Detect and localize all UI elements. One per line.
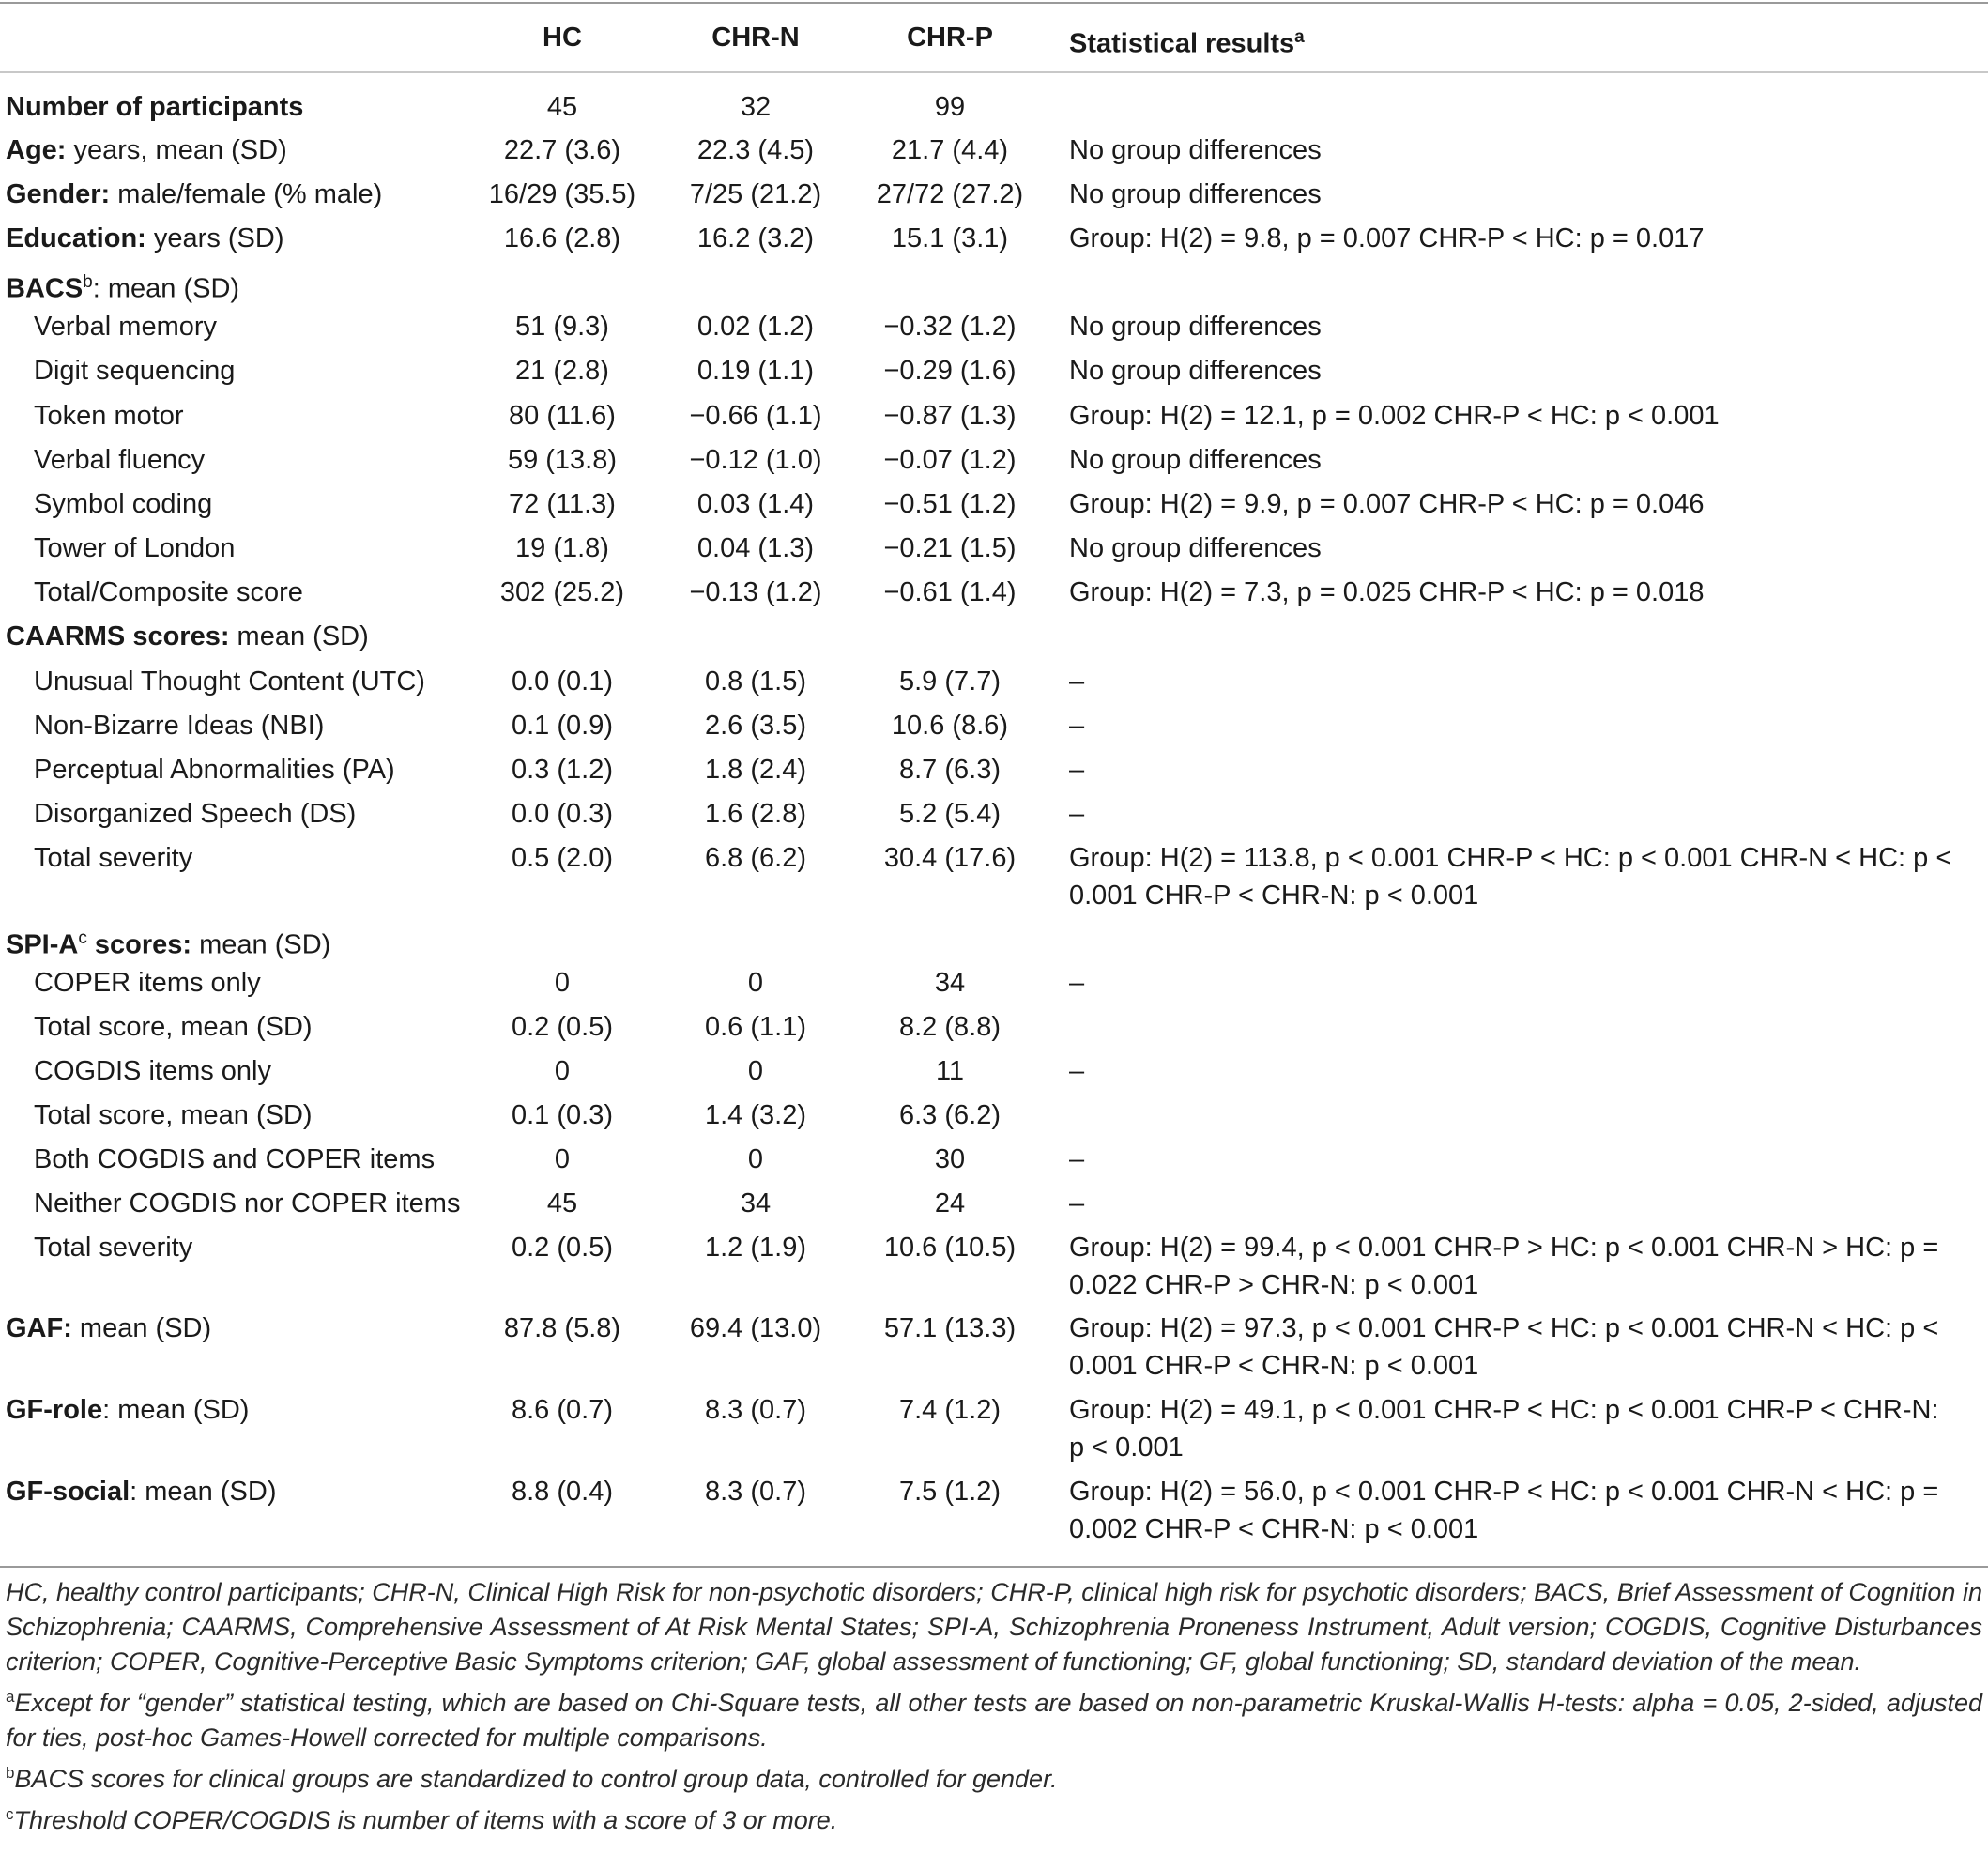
row-label (34, 839, 192, 877)
cell-hc: 0.2 (0.5) (512, 1233, 613, 1263)
row-label-text: male/female (% male) (110, 179, 383, 209)
cell-chr-p: 57.1 (13.3) (883, 1313, 1017, 1343)
row-label (6, 176, 382, 213)
row-label-text: Verbal fluency (34, 445, 206, 475)
cell-statistical-results: Group: H(2) = 12.1, p = 0.002 CHR-P < HC: p < 0.001 (1069, 401, 1720, 431)
cell-chr-n: 32 (740, 92, 772, 122)
row-label (34, 1185, 460, 1222)
cell-statistical-results: – (1069, 1144, 1085, 1174)
cell-hc: 0.2 (0.5) (512, 1012, 613, 1042)
cell-statistical-results: No group differences (1069, 135, 1322, 165)
row-label-text: mean (SD) (191, 929, 331, 960)
cell-chr-p: 7.4 (1.2) (899, 1395, 1001, 1425)
row-label (34, 441, 205, 479)
cell-statistical-results: Group: H(2) = 9.9, p = 0.007 CHR-P < HC: p = 0.046 (1069, 489, 1705, 519)
row-label (6, 1391, 249, 1429)
row-label-text: Disorganized Speech (DS) (34, 799, 357, 829)
row-label (34, 707, 324, 744)
cell-hc: 0 (554, 1144, 571, 1174)
cell-chr-p: −0.32 (1.2) (883, 312, 1017, 342)
row-label-footnote-mark: c (78, 928, 87, 948)
row-label-text: Neither COGDIS nor COPER items (34, 1188, 461, 1218)
cell-chr-n: 7/25 (21.2) (689, 179, 822, 209)
footnote-b (6, 1755, 1982, 1797)
row-label-text: Total score, mean (SD) (34, 1012, 313, 1042)
cell-chr-p: −0.29 (1.6) (883, 356, 1017, 386)
cell-hc: 22.7 (3.6) (503, 135, 621, 165)
header-statistical-results (1069, 19, 1305, 63)
row-label-text: Tower of London (34, 533, 236, 563)
row-label-bold: GF-social (6, 1477, 130, 1507)
row-label (34, 1229, 192, 1266)
row-label (34, 1008, 313, 1046)
row-label-text: Verbal memory (34, 312, 218, 342)
row-label (6, 618, 369, 655)
cell-chr-n: 1.4 (3.2) (705, 1100, 806, 1130)
footnote-c-text: Threshold COPER/COGDIS is number of items with a score of 3 or more. (13, 1806, 838, 1834)
row-label (6, 264, 239, 308)
cell-chr-n: 6.8 (6.2) (705, 843, 806, 873)
cell-statistical-results: – (1069, 1188, 1085, 1218)
row-label-text: : mean (SD) (102, 1395, 250, 1425)
cell-hc: 0 (554, 968, 571, 998)
row-label-text: Symbol coding (34, 489, 213, 519)
cell-hc: 80 (11.6) (509, 401, 616, 431)
cell-chr-n: 69.4 (13.0) (689, 1313, 822, 1343)
cell-chr-p: 15.1 (3.1) (891, 223, 1009, 253)
cell-chr-n: 8.3 (0.7) (705, 1395, 806, 1425)
header-hc: HC (543, 23, 582, 53)
cell-statistical-results: No group differences (1069, 179, 1322, 209)
row-label-text: Total/Composite score (34, 577, 303, 607)
cell-statistical-results: Group: H(2) = 99.4, p < 0.001 CHR-P > HC: p < 0.001 CHR-N > HC: p = 0.022 CHR-P > CHR-N: p < 0.001 (1069, 1233, 1939, 1300)
cell-statistical-results: Group: H(2) = 56.0, p < 0.001 CHR-P < HC: p < 0.001 CHR-N < HC: p = 0.002 CHR-P < CHR-N: p < 0.001 (1069, 1477, 1939, 1544)
cell-chr-p: −0.51 (1.2) (883, 489, 1017, 519)
cell-hc: 0.1 (0.3) (512, 1100, 613, 1130)
cell-hc: 16.6 (2.8) (503, 223, 621, 253)
cell-hc: 0 (554, 1056, 571, 1086)
cell-hc: 45 (546, 92, 578, 122)
header-chr-p: CHR-P (907, 23, 993, 53)
cell-hc: 0.0 (0.3) (512, 799, 613, 829)
row-label-bold: CAARMS scores: (6, 621, 230, 651)
row-label-bold: Age: (6, 135, 67, 165)
cell-chr-p: 11 (935, 1056, 965, 1086)
cell-chr-n: 0.8 (1.5) (705, 667, 806, 697)
cell-statistical-results: – (1069, 755, 1085, 785)
row-label (6, 220, 283, 257)
cell-statistical-results: – (1069, 968, 1085, 998)
row-label-bold: BACS (6, 273, 84, 304)
footnote-a-text: Except for “gender” statistical testing, which are based on Chi-Square tests, all other tests are based on non-parametric Kruskal-Wallis H-tests: alpha = 0.05, 2-sided, adjusted for ties, post-hoc Games-Howell corrected for multiple comparisons. (6, 1689, 1982, 1752)
cell-chr-p: 30 (934, 1144, 966, 1174)
row-label-text: years, mean (SD) (66, 135, 287, 165)
cell-chr-n: 1.8 (2.4) (705, 755, 806, 785)
row-label-text: Both COGDIS and COPER items (34, 1144, 436, 1174)
row-label (34, 795, 356, 833)
cell-statistical-results: No group differences (1069, 445, 1322, 475)
cell-chr-p: 34 (934, 968, 966, 998)
cell-chr-p: −0.61 (1.4) (883, 577, 1017, 607)
row-label-bold: scores: (86, 929, 192, 960)
cell-hc: 302 (25.2) (499, 577, 625, 607)
cell-chr-n: −0.66 (1.1) (689, 401, 822, 431)
row-label-text: mean (SD) (229, 621, 369, 651)
cell-statistical-results: – (1069, 667, 1085, 697)
row-label-text: Non-Bizarre Ideas (NBI) (34, 711, 325, 741)
footnote-c (6, 1797, 1982, 1838)
row-label (34, 574, 303, 611)
cell-chr-p: −0.87 (1.3) (883, 401, 1017, 431)
cell-statistical-results: – (1069, 711, 1085, 741)
row-label-text: COGDIS items only (34, 1056, 271, 1086)
cell-chr-n: 1.2 (1.9) (705, 1233, 806, 1263)
cell-statistical-results: No group differences (1069, 356, 1322, 386)
row-label (6, 131, 287, 169)
cell-chr-p: 10.6 (10.5) (883, 1233, 1017, 1263)
row-label-text: Unusual Thought Content (UTC) (34, 667, 425, 697)
cell-hc: 21 (2.8) (515, 356, 609, 386)
row-label (6, 1473, 276, 1510)
cell-statistical-results: Group: H(2) = 7.3, p = 0.025 CHR-P < HC: p = 0.018 (1069, 577, 1705, 607)
cell-hc: 8.6 (0.7) (512, 1395, 613, 1425)
row-label-bold: GF-role (6, 1395, 103, 1425)
cell-statistical-results: Group: H(2) = 97.3, p < 0.001 CHR-P < HC: p < 0.001 CHR-N < HC: p < 0.001 CHR-P < CHR-N: p < 0.001 (1069, 1313, 1939, 1381)
cell-hc: 0.5 (2.0) (512, 843, 613, 873)
row-label-text: Perceptual Abnormalities (PA) (34, 755, 395, 785)
header-stat-footnote-mark: a (1294, 27, 1305, 47)
row-label-bold: Gender: (6, 179, 111, 209)
top-rule (0, 2, 1988, 4)
cell-chr-n: 0.19 (1.1) (696, 356, 815, 386)
cell-chr-p: 21.7 (4.4) (891, 135, 1009, 165)
footnote-a (6, 1679, 1982, 1755)
row-label (34, 352, 235, 390)
row-label-bold: SPI-A (6, 929, 79, 960)
cell-chr-p: 6.3 (6.2) (899, 1100, 1001, 1130)
row-label-bold: GAF: (6, 1313, 72, 1343)
cell-chr-n: 34 (740, 1188, 772, 1218)
cell-chr-n: 0.02 (1.2) (696, 312, 815, 342)
cell-chr-n: 1.6 (2.8) (705, 799, 806, 829)
cell-statistical-results: Group: H(2) = 113.8, p < 0.001 CHR-P < HC: p < 0.001 CHR-N < HC: p < 0.001 CHR-P < CHR-N: p < 0.001 (1069, 843, 1952, 911)
cell-statistical-results: No group differences (1069, 312, 1322, 342)
cell-hc: 72 (11.3) (509, 489, 616, 519)
footnote-b-mark: b (6, 1764, 15, 1782)
cell-hc: 51 (9.3) (515, 312, 609, 342)
cell-chr-p: 5.9 (7.7) (899, 667, 1001, 697)
cell-hc: 16/29 (35.5) (488, 179, 636, 209)
table-footnotes (6, 1575, 1982, 1838)
row-label (34, 751, 395, 789)
cell-chr-n: 0 (747, 1056, 764, 1086)
row-label-text: Total severity (34, 843, 193, 873)
cell-chr-p: 8.7 (6.3) (899, 755, 1001, 785)
cell-hc: 0.0 (0.1) (512, 667, 613, 697)
row-label (34, 1141, 435, 1178)
row-label-text: Digit sequencing (34, 356, 236, 386)
cell-chr-n: 0.03 (1.4) (696, 489, 815, 519)
cell-statistical-results: No group differences (1069, 533, 1322, 563)
footnote-c-mark: c (6, 1805, 14, 1823)
cell-statistical-results: – (1069, 799, 1085, 829)
cell-chr-n: 8.3 (0.7) (705, 1477, 806, 1507)
row-label (34, 308, 217, 345)
footnote-abbreviations: HC, healthy control participants; CHR-N, Clinical High Risk for non-psychotic disorders; CHR-P, clinical high risk for psychotic disorders; BACS, Brief Assessment of Cognition in Schizophrenia; CAARMS, Comprehensive Assessment of At Risk Mental States; SPI-A, Schizophrenia Proneness Instrument, Adult version; COGDIS, Cognitive Disturbances criterion; COPER, Cognitive-Perceptive Basic Symptoms criterion; GAF, global assessment of functioning; GF, global functioning; SD, standard deviation of the mean. (6, 1578, 1982, 1676)
row-label-text: : mean (SD) (92, 273, 240, 304)
cell-chr-p: −0.21 (1.5) (883, 533, 1017, 563)
cell-chr-n: 0.6 (1.1) (705, 1012, 806, 1042)
cell-hc: 19 (1.8) (515, 533, 609, 563)
row-label (34, 397, 184, 435)
cell-chr-n: −0.13 (1.2) (689, 577, 822, 607)
cell-statistical-results: – (1069, 1056, 1085, 1086)
cell-statistical-results: Group: H(2) = 49.1, p < 0.001 CHR-P < HC: p < 0.001 CHR-P < CHR-N: p < 0.001 (1069, 1395, 1939, 1463)
row-label (34, 663, 425, 700)
cell-hc: 45 (546, 1188, 578, 1218)
header-rule (0, 71, 1988, 73)
cell-chr-p: −0.07 (1.2) (883, 445, 1017, 475)
row-label-footnote-mark: b (83, 272, 93, 292)
cell-hc: 0.3 (1.2) (512, 755, 613, 785)
row-label (34, 529, 235, 567)
row-label-text: Total severity (34, 1233, 193, 1263)
row-label-text: COPER items only (34, 968, 261, 998)
row-label (6, 920, 330, 964)
cell-chr-p: 7.5 (1.2) (899, 1477, 1001, 1507)
row-label-text: mean (SD) (71, 1313, 212, 1343)
cell-chr-p: 10.6 (8.6) (891, 711, 1009, 741)
footnote-b-text: BACS scores for clinical groups are standardized to control group data, controlled for gender. (14, 1765, 1058, 1793)
cell-chr-p: 8.2 (8.8) (899, 1012, 1001, 1042)
cell-chr-n: −0.12 (1.0) (689, 445, 822, 475)
bottom-rule (0, 1566, 1988, 1568)
cell-chr-n: 2.6 (3.5) (705, 711, 806, 741)
cell-chr-p: 24 (934, 1188, 966, 1218)
header-stat-label: Statistical results (1069, 28, 1295, 59)
cell-chr-n: 22.3 (4.5) (696, 135, 815, 165)
cell-hc: 59 (13.8) (507, 445, 618, 475)
row-label (34, 1052, 271, 1090)
cell-chr-p: 27/72 (27.2) (876, 179, 1024, 209)
row-label (34, 964, 261, 1002)
cell-chr-n: 0.04 (1.3) (696, 533, 815, 563)
cell-chr-p: 5.2 (5.4) (899, 799, 1001, 829)
cell-chr-n: 0 (747, 1144, 764, 1174)
row-label-text: years (SD) (145, 223, 284, 253)
row-label-bold: Education: (6, 223, 146, 253)
row-label (6, 88, 303, 126)
header-chr-n: CHR-N (711, 23, 800, 53)
cell-statistical-results: Group: H(2) = 9.8, p = 0.007 CHR-P < HC: p = 0.017 (1069, 223, 1705, 253)
row-label-text: Total score, mean (SD) (34, 1100, 313, 1130)
footnote-a-mark: a (6, 1688, 15, 1706)
row-label (6, 1310, 211, 1347)
row-label-text: Token motor (34, 401, 184, 431)
cell-hc: 0.1 (0.9) (512, 711, 613, 741)
cell-chr-n: 0 (747, 968, 764, 998)
cell-chr-p: 30.4 (17.6) (883, 843, 1017, 873)
row-label-bold: Number of participants (6, 92, 304, 122)
cell-chr-p: 99 (934, 92, 966, 122)
row-label (34, 1096, 313, 1134)
row-label-text: : mean (SD) (130, 1477, 277, 1507)
cell-chr-n: 16.2 (3.2) (696, 223, 815, 253)
cell-hc: 8.8 (0.4) (512, 1477, 613, 1507)
row-label (34, 485, 212, 523)
cell-hc: 87.8 (5.8) (503, 1313, 621, 1343)
